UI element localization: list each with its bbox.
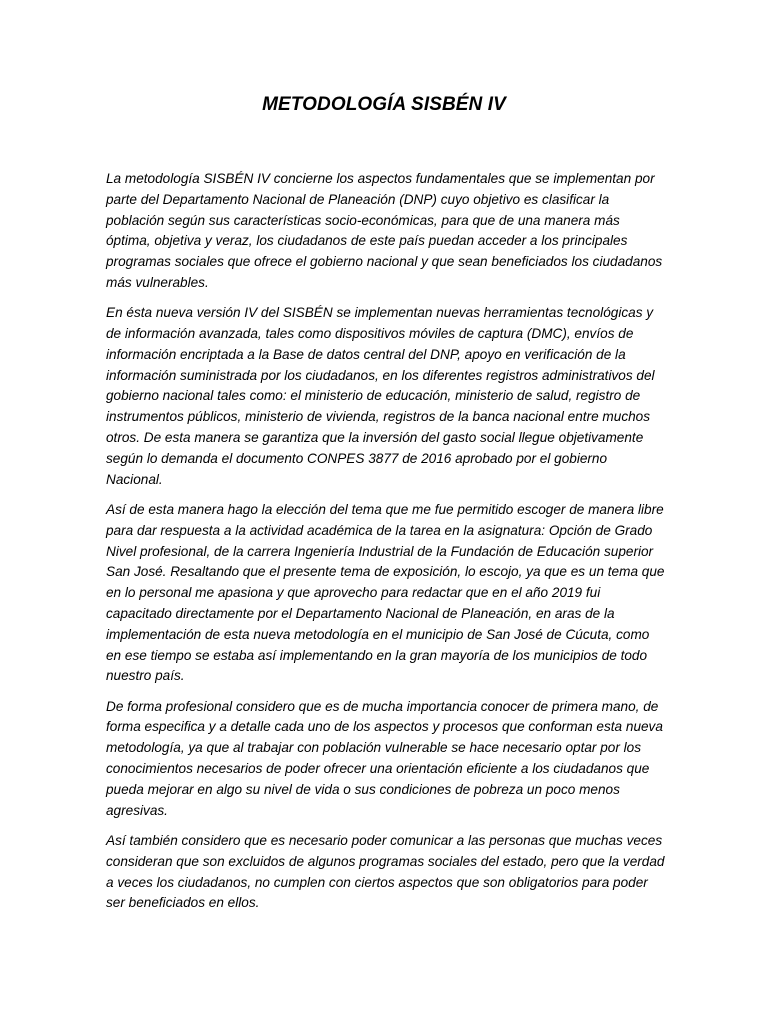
paragraph-4: De forma profesional considero que es de mucha importancia conocer de primera mano, de forma especifica y a detalle cada uno de los aspectos y procesos que conforman esta nueva metodología, ya que al trabajar con población vulnerable se hace necesario optar por los conocimientos necesarios de poder ofrecer una orientación eficiente a los ciudadanos que pueda mejorar en algo su nivel de vida o sus condiciones de pobreza un poco menos agresivas. xyxy=(106,698,663,818)
paragraph-3: Así de esta manera hago la elección del tema que me fue permitido escoger de manera libre para dar respuesta a la actividad académica de la tarea en la asignatura: Opción de Grado Nivel profesional, de la carrera Ingeniería Industrial de la Fundación de Educación superior San José. Resaltando que el presente tema de exposición, lo escojo, ya que es un tema que en lo personal me apasiona y que aprovecho para redactar que en el año 2019 fui capacitado directamente por el Departamento Nacional de Planeación, en aras de la implementación de esta nueva metodología en el municipio de San José de Cúcuta, como en ese tiempo se estaba así implementando en la gran mayoría de los municipios de todo nuestro país. xyxy=(106,501,665,684)
paragraph-2: En ésta nueva versión IV del SISBÉN se implementan nuevas herramientas tecnológicas y de información avanzada, tales como dispositivos móviles de captura (DMC), envíos de información encriptada a la Base de datos central del DNP, apoyo en verificación de la información suministrada por los ciudadanos, en los diferentes registros administrativos del gobierno nacional tales como: el ministerio de educación, ministerio de salud, registro de instrumentos públicos, ministerio de vivienda, registros de la banca nacional entre muchos otros. De esta manera se garantiza que la inversión del gasto social llegue objetivamente según lo demanda el documento CONPES 3877 de 2016 aprobado por el gobierno Nacional. xyxy=(106,305,655,487)
document-title: METODOLOGÍA SISBÉN IV xyxy=(262,94,506,115)
paragraph-5: Así también considero que es necesario poder comunicar a las personas que muchas veces consideran que son excluidos de algunos programas sociales del estado, pero que la verdad a veces los ciudadanos, no cumplen con ciertos aspectos que son obligatorios para poder ser beneficiados en ellos. xyxy=(106,832,665,911)
document-body xyxy=(106,169,666,924)
paragraph-1: La metodología SISBÉN IV concierne los aspectos fundamentales que se implementan por parte del Departamento Nacional de Planeación (DNP) cuyo objetivo es clasificar la población según sus características socio-económicas, para que de una manera más óptima, objetiva y veraz, los ciudadanos de este país puedan acceder a los principales programas sociales que ofrece el gobierno nacional y que sean beneficiados los ciudadanos más vulnerables. xyxy=(106,171,663,290)
